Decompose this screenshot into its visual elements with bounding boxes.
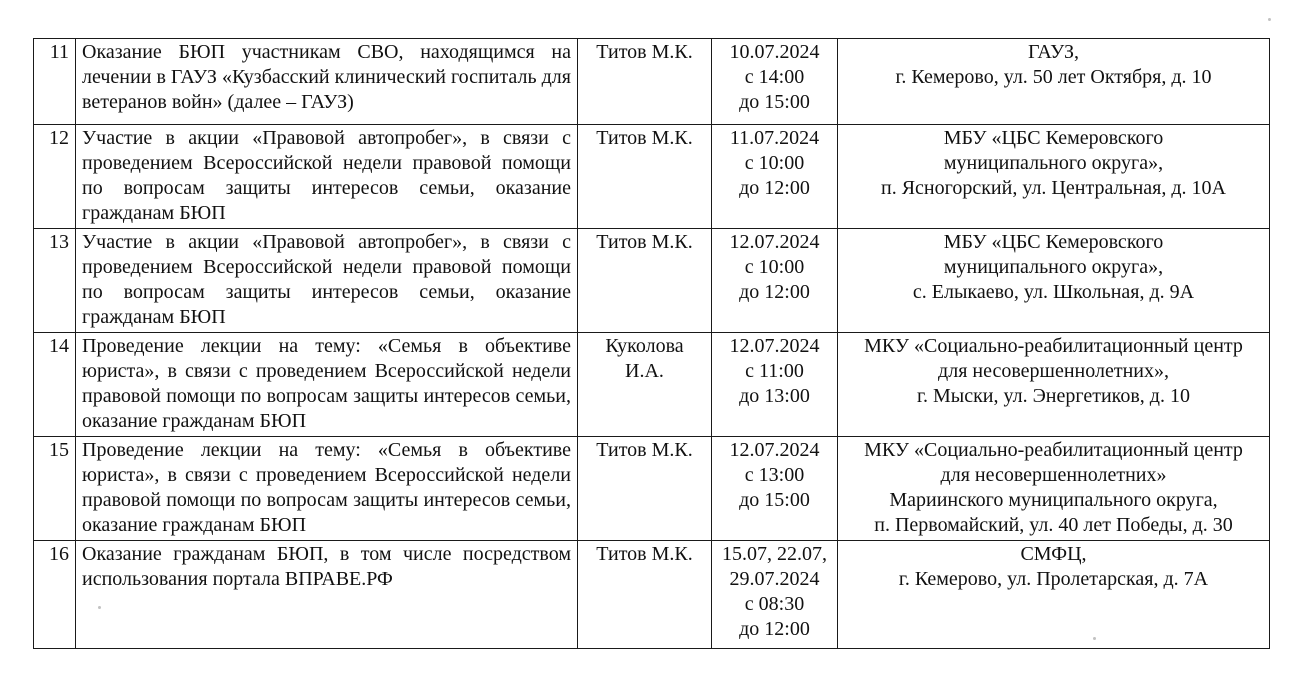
event-place (838, 333, 1270, 437)
responsible-person: Титов М.К. (578, 125, 712, 229)
place-line: ГАУЗ, (1028, 41, 1079, 63)
scan-speck (1268, 18, 1271, 21)
event-description: Проведение лекции на тему: «Семья в объективе юриста», в связи с проведением Всероссийской недели правовой помощи по вопросам защиты интересов семьи, оказание гражданам БЮП (76, 333, 578, 437)
responsible-person: Титов М.К. (578, 229, 712, 333)
time-end: до 15:00 (739, 91, 810, 113)
date-line: 10.07.2024 (729, 41, 820, 63)
responsible-person: Куколова И.А. (578, 333, 712, 437)
place-line: п. Ясногорский, ул. Центральная, д. 10А (881, 177, 1226, 199)
date-line: 11.07.2024 (729, 127, 820, 149)
place-line: п. Первомайский, ул. 40 лет Победы, д. 30 (874, 514, 1233, 536)
event-date (712, 229, 838, 333)
time-end: до 12:00 (739, 281, 810, 303)
event-place (838, 541, 1270, 649)
place-line: с. Елыкаево, ул. Школьная, д. 9А (912, 281, 1195, 303)
place-line: муниципального округа», (943, 152, 1164, 174)
place-line: г. Мыски, ул. Энергетиков, д. 10 (917, 385, 1190, 407)
time-start: с 10:00 (744, 152, 805, 174)
table-row (34, 39, 1270, 125)
place-line: муниципального округа», (943, 256, 1164, 278)
place-line: СМФЦ, (1020, 543, 1087, 565)
row-number: 11 (34, 39, 76, 125)
row-number: 13 (34, 229, 76, 333)
place-line: г. Кемерово, ул. 50 лет Октября, д. 10 (895, 66, 1212, 88)
scan-speck (98, 606, 101, 609)
table-row (34, 125, 1270, 229)
responsible-person: Титов М.К. (578, 39, 712, 125)
event-place (838, 437, 1270, 541)
table-row (34, 541, 1270, 649)
event-place (838, 39, 1270, 125)
time-start: с 08:30 (744, 593, 805, 615)
event-place (838, 229, 1270, 333)
time-end: до 12:00 (739, 177, 810, 199)
place-line: г. Кемерово, ул. Пролетарская, д. 7А (898, 568, 1209, 590)
place-line: Мариинского муниципального округа, (889, 489, 1218, 511)
row-number: 14 (34, 333, 76, 437)
event-place (838, 125, 1270, 229)
time-start: с 10:00 (744, 256, 805, 278)
date-line: 12.07.2024 (729, 335, 820, 357)
place-line: для несовершеннолетних» (940, 464, 1167, 486)
table-row (34, 437, 1270, 541)
responsible-person: Титов М.К. (578, 437, 712, 541)
time-end: до 13:00 (739, 385, 810, 407)
time-end: до 15:00 (739, 489, 810, 511)
event-date (712, 541, 838, 649)
event-description: Оказание БЮП участникам СВО, находящимся на лечении в ГАУЗ «Кузбасский клинический госпиталь для ветеранов войн» (далее – ГАУЗ) (76, 39, 578, 125)
event-description: Участие в акции «Правовой автопробег», в связи с проведением Всероссийской недели правовой помощи по вопросам защиты интересов семьи, оказание гражданам БЮП (76, 125, 578, 229)
place-line: МБУ «ЦБС Кемеровского (943, 127, 1164, 149)
responsible-person: Титов М.К. (578, 541, 712, 649)
place-line: МКУ «Социально-реабилитационный центр (864, 439, 1243, 461)
schedule-table (33, 38, 1270, 649)
place-line: МКУ «Социально-реабилитационный центр (864, 335, 1243, 357)
row-number: 16 (34, 541, 76, 649)
row-number: 15 (34, 437, 76, 541)
place-line: для несовершеннолетних», (938, 360, 1169, 382)
table-row (34, 333, 1270, 437)
place-line: МБУ «ЦБС Кемеровского (943, 231, 1164, 253)
date-line: 12.07.2024 (729, 439, 820, 461)
table-row (34, 229, 1270, 333)
time-start: с 11:00 (745, 360, 804, 382)
event-date (712, 125, 838, 229)
event-date (712, 437, 838, 541)
event-date (712, 39, 838, 125)
time-start: с 13:00 (744, 464, 805, 486)
event-description: Участие в акции «Правовой автопробег», в связи с проведением Всероссийской недели правовой помощи по вопросам защиты интересов семьи, оказание гражданам БЮП (76, 229, 578, 333)
event-description: Оказание гражданам БЮП, в том числе посредством использования портала ВПРАВЕ.РФ (76, 541, 578, 649)
event-description: Проведение лекции на тему: «Семья в объективе юриста», в связи с проведением Всероссийской недели правовой помощи по вопросам защиты интересов семьи, оказание гражданам БЮП (76, 437, 578, 541)
date-line: 15.07, 22.07, (722, 543, 827, 565)
scan-speck (1093, 637, 1096, 640)
date-line: 29.07.2024 (729, 568, 820, 590)
row-number: 12 (34, 125, 76, 229)
time-end: до 12:00 (739, 618, 810, 640)
date-line: 12.07.2024 (729, 231, 820, 253)
time-start: с 14:00 (744, 66, 805, 88)
event-date (712, 333, 838, 437)
